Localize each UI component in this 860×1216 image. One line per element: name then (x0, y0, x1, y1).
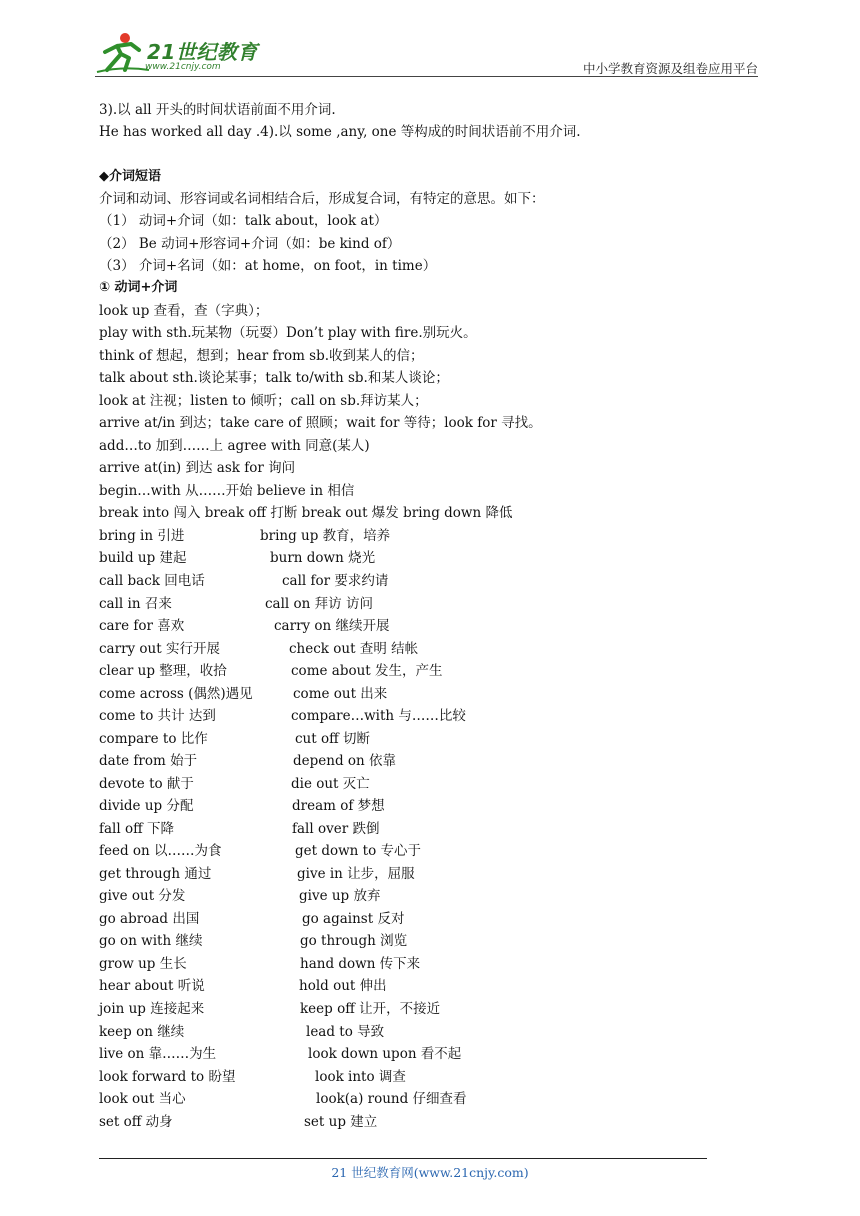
phrase-left: set off 动身 (99, 1114, 173, 1130)
phrase-row (99, 774, 759, 794)
phrase-right: go through 浏览 (300, 933, 408, 949)
phrase-left: come to 共计 达到 (99, 708, 216, 724)
phrase-row (99, 729, 759, 749)
header-divider (95, 76, 758, 77)
phrase-left: call in 召来 (99, 596, 172, 612)
phrase-right: depend on 依靠 (293, 753, 397, 769)
phrase-right: compare…with 与……比较 (291, 708, 466, 724)
text-line: （2） Be 动词+形容词+介词（如：be kind of） (99, 236, 401, 252)
phrase-row (99, 954, 759, 974)
phrase-row (99, 1067, 759, 1087)
phrase-row (99, 841, 759, 861)
phrase-row (99, 594, 759, 614)
phrase-right: go against 反对 (302, 911, 405, 927)
text-line: arrive at(in) 到达 ask for 询问 (99, 460, 296, 476)
phrase-right: burn down 烧光 (270, 550, 376, 566)
phrase-right: give in 让步，屈服 (297, 866, 415, 882)
phrase-right: lead to 导致 (306, 1024, 385, 1040)
phrase-right: carry on 继续开展 (274, 618, 390, 634)
phrase-left: grow up 生长 (99, 956, 187, 972)
phrase-left: date from 始于 (99, 753, 198, 769)
phrase-row (99, 999, 759, 1019)
phrase-row (99, 684, 759, 704)
text-line: play with sth.玩某物（玩耍）Don’t play with fire.别玩火。 (99, 325, 477, 341)
phrase-row (99, 661, 759, 681)
phrase-right: dream of 梦想 (292, 798, 385, 814)
phrase-right: hold out 伸出 (299, 978, 387, 994)
phrase-left: call back 回电话 (99, 573, 205, 589)
phrase-row (99, 751, 759, 771)
phrase-left: come across (偶然)遇见 (99, 686, 253, 702)
text-line: （1） 动词+介词（如：talk about，look at） (99, 213, 388, 229)
phrase-right: check out 查明 结帐 (289, 641, 419, 657)
phrase-row (99, 796, 759, 816)
text-line: think of 想起，想到；hear from sb.收到某人的信； (99, 348, 424, 364)
phrase-right: look down upon 看不起 (308, 1046, 462, 1062)
logo-text: 21世纪教育 (147, 40, 258, 64)
phrase-row (99, 909, 759, 929)
phrase-left: look forward to 盼望 (99, 1069, 236, 1085)
phrase-left: devote to 献于 (99, 776, 194, 792)
phrase-right: die out 灭亡 (291, 776, 370, 792)
text-line: look at 注视；listen to 倾听；call on sb.拜访某人； (99, 393, 428, 409)
phrase-right: give up 放弃 (299, 888, 381, 904)
phrase-left: clear up 整理，收拾 (99, 663, 227, 679)
phrase-left: keep on 继续 (99, 1024, 185, 1040)
page-header (95, 30, 758, 78)
text-line: He has worked all day .4).以 some ,any, one 等构成的时间状语前不用介词. (99, 124, 581, 140)
phrase-row (99, 976, 759, 996)
phrase-left: compare to 比作 (99, 731, 208, 747)
phrase-row (99, 616, 759, 636)
text-line: add…to 加到……上 agree with 同意(某人) (99, 438, 370, 454)
phrase-row (99, 571, 759, 591)
runner-logo-icon (95, 30, 151, 76)
text-line: break into 闯入 break off 打断 break out 爆发 bring down 降低 (99, 505, 513, 521)
page-footer: 21 世纪教育网(www.21cnjy.com) (331, 1165, 529, 1180)
phrase-left: live on 靠……为生 (99, 1046, 217, 1062)
text-line: 3).以 all 开头的时间状语前面不用介词. (99, 102, 336, 118)
phrase-left: give out 分发 (99, 888, 186, 904)
site-logo (95, 30, 265, 76)
phrase-row (99, 886, 759, 906)
footer-divider (99, 1158, 707, 1159)
phrase-right: get down to 专心于 (295, 843, 422, 859)
phrase-left: bring in 引进 (99, 528, 185, 544)
phrase-row (99, 1044, 759, 1064)
phrase-row (99, 1089, 759, 1109)
text-line: begin…with 从……开始 believe in 相信 (99, 483, 355, 499)
phrase-right: fall over 跌倒 (292, 821, 380, 837)
logo-url: www.21cnjy.com (145, 62, 221, 72)
section-heading: ◆介词短语 (99, 169, 161, 184)
text-line: 介词和动词、形容词或名词相结合后，形成复合词，有特定的意思。如下： (99, 191, 545, 207)
text-line: （3） 介词+名词（如：at home，on foot，in time） (99, 258, 437, 274)
phrase-right: call on 拜访 访问 (265, 596, 373, 612)
phrase-row (99, 819, 759, 839)
phrase-left: feed on 以……为食 (99, 843, 222, 859)
phrase-left: divide up 分配 (99, 798, 194, 814)
phrase-left: go on with 继续 (99, 933, 203, 949)
phrase-right: look into 调查 (315, 1069, 406, 1085)
phrase-right: keep off 让开，不接近 (300, 1001, 441, 1017)
phrase-right: hand down 传下来 (300, 956, 421, 972)
phrase-right: call for 要求约请 (282, 573, 389, 589)
phrase-left: look out 当心 (99, 1091, 186, 1107)
phrase-left: carry out 实行开展 (99, 641, 220, 657)
phrase-right: come out 出来 (293, 686, 388, 702)
phrase-left: build up 建起 (99, 550, 187, 566)
phrase-left: care for 喜欢 (99, 618, 185, 634)
phrase-row (99, 1112, 759, 1132)
phrase-left: get through 通过 (99, 866, 212, 882)
phrase-right: bring up 教育，培养 (260, 528, 391, 544)
phrase-left: fall off 下降 (99, 821, 174, 837)
phrase-right: come about 发生，产生 (291, 663, 443, 679)
phrase-right: look(a) round 仔细查看 (316, 1091, 467, 1107)
phrase-left: hear about 听说 (99, 978, 205, 994)
phrase-row (99, 526, 759, 546)
phrase-row (99, 548, 759, 568)
platform-title: 中小学教育资源及组卷应用平台 (582, 61, 758, 76)
text-line: look up 查看，查（字典）； (99, 303, 269, 319)
phrase-row (99, 1022, 759, 1042)
phrase-right: cut off 切断 (295, 731, 370, 747)
text-line: talk about sth.谈论某事；talk to/with sb.和某人谈论； (99, 370, 449, 386)
phrase-right: set up 建立 (304, 1114, 378, 1130)
subsection-heading: ① 动词+介词 (99, 280, 178, 295)
phrase-left: go abroad 出国 (99, 911, 200, 927)
text-line: arrive at/in 到达；take care of 照顾；wait for 等待；look for 寻找。 (99, 415, 542, 431)
phrase-row (99, 864, 759, 884)
phrase-row (99, 639, 759, 659)
phrase-row (99, 706, 759, 726)
phrase-row (99, 931, 759, 951)
phrase-left: join up 连接起来 (99, 1001, 205, 1017)
